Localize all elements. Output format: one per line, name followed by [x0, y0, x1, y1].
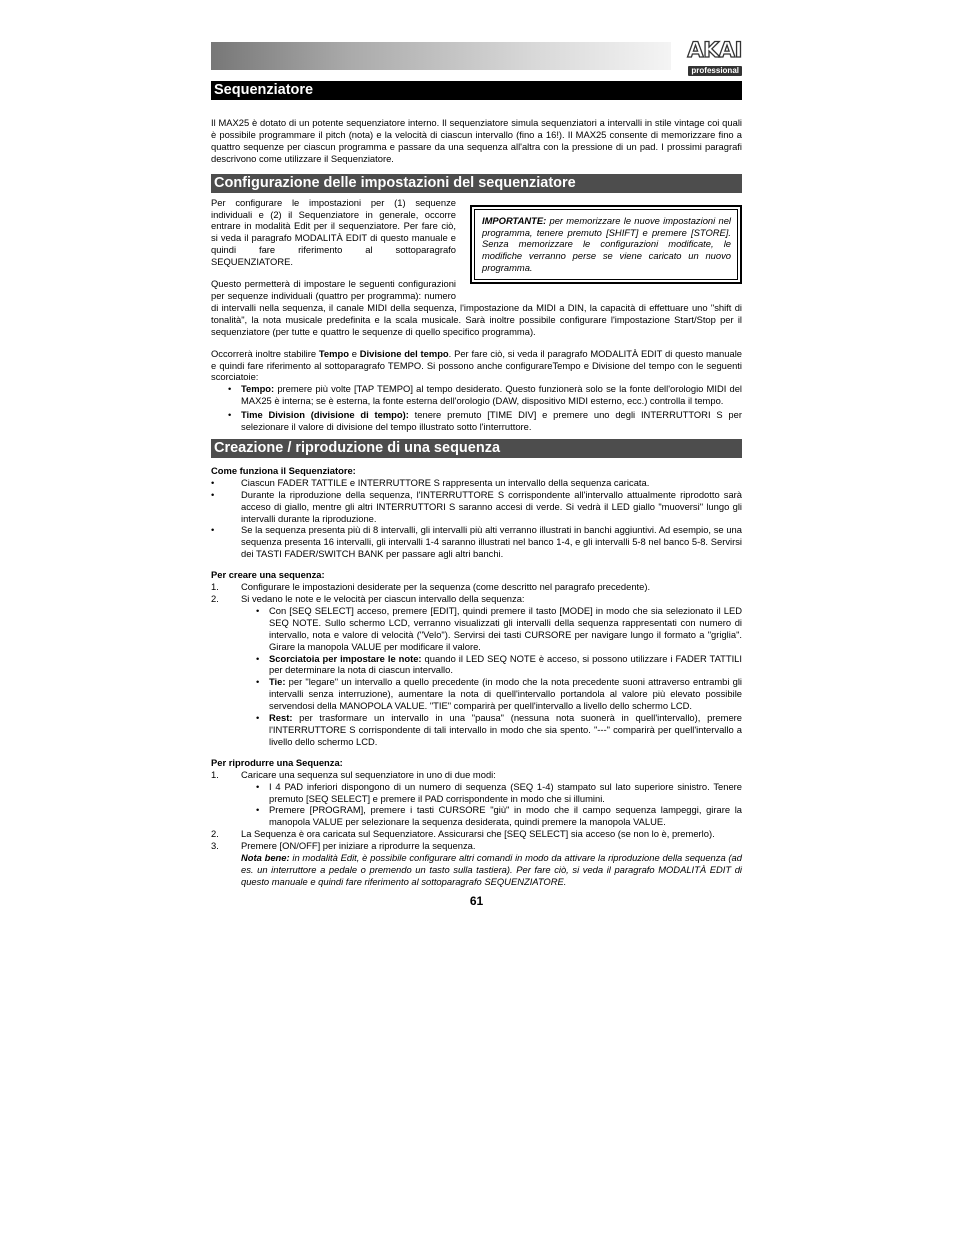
shortcut-list: [241, 383, 742, 433]
make-sub-item: • Rest: per trasformare un intervallo in una "pausa" (nessuna nota suonerà in quell'intervallo), premere l'INTERRUTTORE S corrispondente di tali intervallo in modo che sia spento. "---" comparirà per quell'intervallo a livello dello schermo LCD.: [269, 712, 742, 748]
play-step-2: 2. La Sequenza è ora caricata sul Sequenziatore. Assicurarsi che [SEQ SELECT] sia acceso (se non lo è, premerlo).: [211, 828, 715, 840]
header-bar: [211, 38, 742, 75]
logo-main: AKAI: [687, 38, 742, 62]
list-item-time-division: • Time Division (divisione di tempo): tenere premuto [TIME DIV] e premere uno degli INTERRUTTORI S per selezionare il valore di divisione del tempo illustrato sotto l'interruttore.: [241, 409, 742, 433]
how-item: • Ciascun FADER TATTILE e INTERRUTTORE S rappresenta un intervallo della sequenza caricata.: [211, 476, 650, 488]
header-gradient: [211, 42, 671, 70]
important-label: IMPORTANTE:: [482, 214, 547, 226]
note-paragraph: Nota bene: in modalità Edit, è possibile configurare altri comandi in modo da attivare la riproduzione della sequenza (ad es. un interruttore a pedale o premendo un tasto sulla tastiera). Per fare ciò, si veda il paragrafo MODALITÀ EDIT di questo manuale e quindi fare riferimento al sottoparagrafo SEQUENZIATORE.: [241, 852, 742, 887]
play-title: Per riprodurre una Sequenza:: [211, 756, 343, 768]
play-sub-item: • I 4 PAD inferiori dispongono di un numero di sequenza (SEQ 1-4) stampato sul lato superiore sinistro. Tenere premuto [SEQ SELECT] e premere il PAD corrispondente in modo che si illumini.: [269, 781, 742, 805]
make-sub-item: • Scorciatoia per impostare le note: quando il LED SEQ NOTE è acceso, si possono utilizzare i FADER TATTILI per determinare la nota di ciascun intervallo.: [269, 653, 742, 677]
make-sub-item: • Con [SEQ SELECT] acceso, premere [EDIT], quindi premere il tasto [MODE] in modo che sia selezionato il LED SEQ NOTE. Sullo schermo LCD, verranno visualizzati gli intervalli della sequenza rappresentati con numero di intervallo, nota e valore di velocità ("Velo"). Servirsi dei tasti CURSORE per navigare lungo il formato a "griglia". Girare la manopola VALUE per modificare il valore.: [269, 605, 742, 653]
section-title-sequenziatore: Sequenziatore: [211, 81, 742, 100]
how-item: • Durante la riproduzione della sequenza, l'INTERRUTTORE S corrispondente all'intervallo attualmente riprodotto sarà acceso di giallo, mentre gli altri INTERRUTTORI S saranno accesi di verde. Si vedrà il LED giallo "muoversi" lungo gli intervalli durante la riproduzione.: [211, 488, 742, 524]
config-paragraph-1: Per configurare le impostazioni per (1) sequenze individuali e (2) il Sequenziatore in generale, occorre entrare in modalità Edit per il sequenziatore. Per fare ciò, si veda il paragrafo MODALITÀ EDIT di questo manuale e quindi fare riferimento al sottoparagrafo SEQUENZIATORE.: [211, 196, 456, 268]
make-sub-item: • Tie: per "legare" un intervallo a quello precedente (in modo che la nota precedente suoni attraverso entrambi gli intervalli senza interruzione), aumentare la nota di quell'intervallo portandola al valore più elevato possibile servendosi della MANOPOLA VALUE. "TIE" comparirà per quell'intervallo a livello dello schermo LCD.: [269, 676, 742, 712]
how-title: Come funziona il Sequenziatore:: [211, 464, 356, 476]
important-box: [470, 205, 742, 285]
page-number: 61: [469, 893, 484, 908]
make-title: Per creare una sequenza:: [211, 569, 325, 581]
play-step-1: 1. Caricare una sequenza sul sequenziatore in uno di due modi:: [211, 768, 496, 780]
make-sub-list: [269, 605, 742, 748]
section-title-creazione: Creazione / riproduzione di una sequenza: [211, 439, 742, 458]
config-paragraph-2: Questo permetterà di impostare le seguenti configurazioni per sequenze individuali (quattro per programma): numero di intervalli nella sequenza, il canale MIDI della sequenza, l'impostazione da MIDI a DIN, la capacità di effettuare uno "shift di tonalità", la nota musicale predefinita e la scala musicale. Sarà inoltre possibile configurare l'impostazione Start/Stop per il sequenziatore (per tutte e quattro le sequenze di quello specifico programma).: [211, 278, 742, 337]
config-paragraph-3: Occorrerà inoltre stabilire Tempo e Divisione del tempo. Per fare ciò, si veda il paragrafo MODALITÀ EDIT di questo manuale e quindi fare riferimento al sottoparagrafo TEMPO. Si possono anche configurareTempo e Divisione del tempo con le seguenti scorciatoie:: [211, 347, 742, 383]
make-step-2: 2. Si vedano le note e le velocità per ciascun intervallo della sequenza:: [211, 593, 525, 604]
page: [211, 40, 742, 908]
list-item-tempo: • Tempo: premere più volte [TAP TEMPO] al tempo desiderato. Questo funzionerà solo se la fonte dell'orologio MIDI del MAX25 è interna; se è esterna, la fonte esterna dell'orologio (DAW, dispositivo MIDI esterno, ecc.) controlla il tempo.: [241, 383, 742, 407]
play-sub-list: [269, 781, 742, 829]
play-step-3: 3. Premere [ON/OFF] per iniziare a riprodurre la sequenza.: [211, 840, 476, 852]
how-item: • Se la sequenza presenta più di 8 intervalli, gli intervalli più alti verranno illustrati in banchi aggiuntivi. Ad esempio, se una sequenza presenta 16 intervalli, gli intervalli 1-4 saranno illustrati nel banco 1-4, e gli intervalli 5-8 nel banco 5-8. Servirsi dei TASTI FADER/SWITCH BANK per passare agli altri banchi.: [211, 524, 742, 560]
make-step-1: 1. Configurare le impostazioni desiderate per la sequenza (come descritto nel paragrafo precedente).: [211, 581, 651, 593]
section-title-configurazione: Configurazione delle impostazioni del sequenziatore: [211, 174, 742, 193]
play-sub-item: • Premere [PROGRAM], premere i tasti CURSORE "giù" in modo che il campo sequenza lampeggi, girare la manopola VALUE per selezionare la sequenza desiderata, quindi premere la manopola VALUE.: [269, 804, 742, 828]
logo-sub: professional: [688, 66, 742, 76]
akai-logo: [670, 38, 742, 75]
intro-paragraph: Il MAX25 è dotato di un potente sequenziatore interno. Il sequenziatore simula sequenziatori a intervalli in stile vintage coi quali è possibile programmare il pitch (nota) e la velocità di ciascun intervallo (fino a 16!). Il MAX25 consente di memorizzare fino a quattro sequenze per ciascun programma e passare da una sequenza all'altra con la pressione di un pad. I prossimi paragrafi descrivono come utilizzare il Sequenziatore.: [211, 117, 742, 164]
important-text: per memorizzare le nuove impostazioni nel programma, tenere premuto [SHIFT] e premere [STORE]. Senza memorizzare le configurazioni modificate, le modifiche verranno perse se viene caricato un nuovo programma.: [482, 214, 731, 274]
